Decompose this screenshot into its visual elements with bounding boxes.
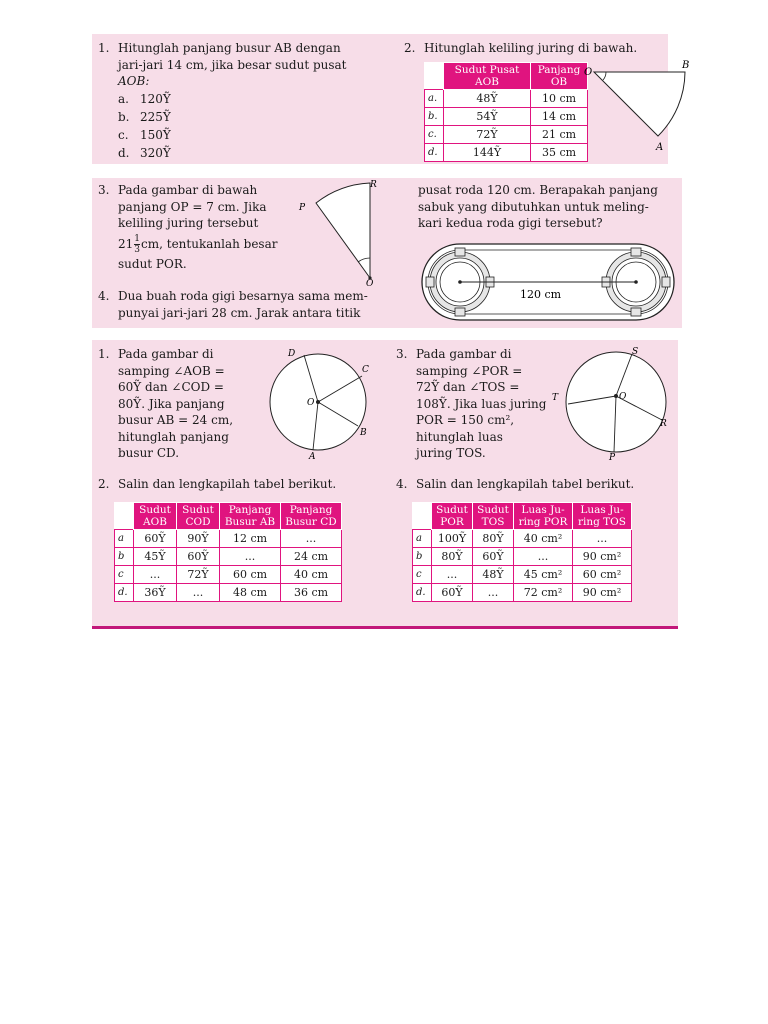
table-header: Luas Ju- ring TOS (573, 503, 632, 530)
table-header: Sudut TOS (473, 503, 514, 530)
table-header: Panjang Busur AB (220, 503, 281, 530)
question-number: 3. (396, 347, 408, 361)
point-label-p: P (299, 203, 306, 213)
circle-diagram-por-tos (552, 346, 678, 463)
point-label-o: O (619, 392, 627, 402)
point-label-p: P (609, 453, 616, 463)
table-row: a 100Ỹ 80Ỹ 40 cm² ... (413, 530, 632, 548)
question-number: 3. (98, 183, 110, 197)
table-row: d. 36Ỹ ... 48 cm 36 cm (115, 584, 342, 602)
option-b: b. 225Ỹ (118, 109, 171, 124)
question-text-line: jari-jari 14 cm, jika besar sudut pusat (118, 57, 347, 72)
table-header: Sudut AOB (134, 503, 177, 530)
arc-length-table (114, 502, 342, 602)
middle-question-4-continued: pusat roda 120 cm. Berapakah panjang sabuk yang dibutuhkan untuk meling- kari kedua roda gigi tersebut? (418, 183, 658, 230)
point-label-c: C (362, 365, 369, 375)
option-d: d. 320Ỹ (118, 145, 171, 160)
table-row: a. 48Ỹ 10 cm (425, 90, 588, 108)
sector-perimeter-table (424, 62, 588, 162)
question-number: 4. (98, 289, 110, 303)
bottom-question-1: 1. Pada gambar di samping ∠AOB = 60Ỹ dan ∠COD = 80Ỹ. Jika panjang busur AB = 24 cm, hitunglah panjang busur CD. (98, 347, 234, 460)
question-text-line: AOB: (118, 74, 150, 88)
table-header: Sudut POR (432, 503, 473, 530)
point-label-t: T (552, 393, 559, 403)
table-header: Panjang OB (531, 63, 588, 90)
distance-label: 120 cm (520, 288, 562, 301)
gear-belt-diagram (418, 240, 678, 324)
table-row: d. 144Ỹ 35 cm (425, 144, 588, 162)
point-label-o: O (307, 398, 315, 408)
option-c: c. 150Ỹ (118, 127, 171, 142)
table-header: Sudut COD (177, 503, 220, 530)
option-a: a. 120Ỹ (118, 91, 171, 106)
table-row: c ... 48Ỹ 45 cm² 60 cm² (413, 566, 632, 584)
answer-options (98, 90, 388, 162)
bottom-question-3: 3. Pada gambar di samping ∠POR = 72Ỹ dan ∠TOS = 108Ỹ. Jika luas juring POR = 150 cm², hitunglah luas juring TOS. (396, 347, 547, 460)
point-label-b: B (360, 428, 367, 438)
perimeter-value: 21 $\frac{1}{3}$ cm, tentukanlah besar (118, 233, 278, 255)
point-label-s: S (632, 347, 639, 357)
table-header: Sudut Pusat AOB (444, 63, 531, 90)
question-text: Salin dan lengkapilah tabel berikut. (416, 477, 635, 491)
question-number: 1. (98, 41, 110, 55)
point-label-b: B (682, 60, 690, 71)
sector-diagram-aob (580, 58, 690, 158)
top-question-1 (98, 40, 388, 162)
point-label-a: A (309, 452, 316, 462)
bottom-question-4 (396, 476, 676, 493)
bottom-question-2 (98, 476, 388, 493)
table-row: c. 72Ỹ 21 cm (425, 126, 588, 144)
middle-question-3: 3. Pada gambar di bawah panjang OP = 7 cm. Jika keliling juring tersebut 21 $\frac{1}{3}$ cm, tentukanlah besar sudut POR. (98, 182, 298, 272)
question-text: Hitunglah keliling juring di bawah. (424, 41, 638, 55)
point-label-r: R (370, 180, 377, 190)
sector-area-table (412, 502, 632, 602)
question-number: 1. (98, 347, 110, 361)
table-row: a 60Ỹ 90Ỹ 12 cm ... (115, 530, 342, 548)
table-row: b. 54Ỹ 14 cm (425, 108, 588, 126)
table-header: Panjang Busur CD (281, 503, 342, 530)
table-row: b 80Ỹ 60Ỹ ... 90 cm² (413, 548, 632, 566)
table-row: d. 60Ỹ ... 72 cm² 90 cm² (413, 584, 632, 602)
question-number: 2. (404, 41, 416, 55)
sector-diagram-por (296, 178, 386, 288)
top-question-2 (404, 40, 666, 57)
middle-question-4: 4. Dua buah roda gigi besarnya sama mem- punyai jari-jari 28 cm. Jarak antara titik (98, 289, 368, 320)
point-label-o: O (366, 279, 374, 289)
table-header: Luas Ju- ring POR (514, 503, 573, 530)
question-number: 4. (396, 477, 408, 491)
question-text: Salin dan lengkapilah tabel berikut. (118, 477, 337, 491)
question-text-line: Hitunglah panjang busur AB dengan (118, 41, 341, 55)
section-divider (92, 626, 678, 629)
point-label-r: R (660, 419, 667, 429)
question-number: 2. (98, 477, 110, 491)
circle-diagram-aob-cod (266, 346, 376, 462)
table-row: c ... 72Ỹ 60 cm 40 cm (115, 566, 342, 584)
point-label-o: O (584, 67, 593, 78)
table-row: b 45Ỹ 60Ỹ ... 24 cm (115, 548, 342, 566)
point-label-d: D (288, 349, 296, 359)
point-label-a: A (656, 142, 664, 153)
